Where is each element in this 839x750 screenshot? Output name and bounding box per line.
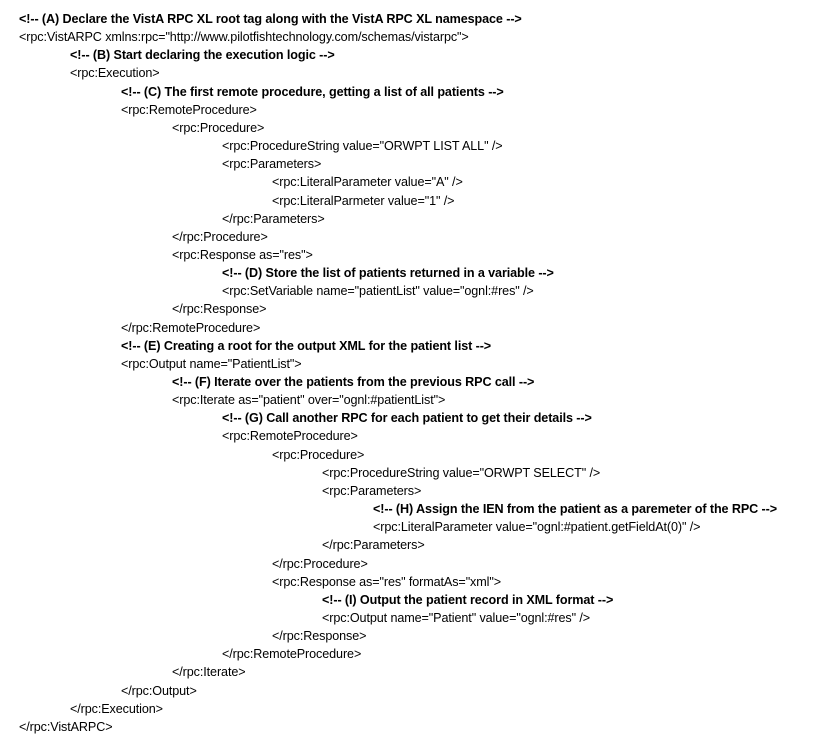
code-line: </rpc:Output> [121, 683, 197, 698]
code-line: <rpc:LiteralParmeter value="1" /> [272, 193, 455, 208]
code-comment-line: <!-- (C) The first remote procedure, getting a list of all patients --> [121, 84, 504, 99]
code-line: <rpc:Response as="res" formatAs="xml"> [272, 574, 501, 589]
code-line: <rpc:LiteralParameter value="A" /> [272, 175, 463, 190]
code-comment-line: <!-- (D) Store the list of patients returned in a variable --> [222, 266, 554, 281]
code-line: <rpc:Procedure> [172, 120, 265, 135]
code-comment-line: <!-- (H) Assign the IEN from the patient as a paremeter of the RPC --> [373, 502, 777, 517]
code-line: <rpc:Parameters> [222, 157, 322, 172]
code-line: <rpc:LiteralParameter value="ognl:#patient.getFieldAt(0)" /> [373, 520, 701, 535]
code-line: <rpc:Procedure> [272, 447, 365, 462]
code-line: <rpc:Response as="res"> [172, 247, 313, 262]
code-line: </rpc:Parameters> [322, 538, 425, 553]
code-comment-line: <!-- (B) Start declaring the execution logic --> [70, 48, 335, 63]
code-comment-line: <!-- (F) Iterate over the patients from the previous RPC call --> [172, 375, 535, 389]
code-line: </rpc:Response> [272, 629, 367, 644]
code-line: <rpc:RemoteProcedure> [222, 429, 358, 444]
code-line: </rpc:Response> [172, 302, 267, 317]
code-line: <rpc:Output name="Patient" value="ognl:#res" /> [322, 610, 591, 625]
code-comment-line: <!-- (A) Declare the VistA RPC XL root tag along with the VistA RPC XL namespace --> [19, 12, 522, 26]
code-line: </rpc:Procedure> [272, 556, 368, 571]
code-line: </rpc:Procedure> [172, 229, 268, 244]
code-line: </rpc:Execution> [70, 701, 163, 716]
code-line: <rpc:Execution> [70, 66, 160, 81]
code-comment-line: <!-- (G) Call another RPC for each patient to get their details --> [222, 411, 592, 426]
code-line: <rpc:ProcedureString value="ORWPT SELECT" /> [322, 465, 601, 480]
code-comment-line: <!-- (I) Output the patient record in XML format --> [322, 592, 614, 607]
code-line: </rpc:RemoteProcedure> [121, 320, 261, 335]
code-line: </rpc:RemoteProcedure> [222, 647, 362, 662]
code-comment-line: <!-- (E) Creating a root for the output XML for the patient list --> [121, 338, 492, 353]
code-line: <rpc:RemoteProcedure> [121, 102, 257, 117]
code-line: <rpc:VistARPC xmlns:rpc="http://www.pilotfishtechnology.com/schemas/vistarpc"> [19, 30, 469, 45]
code-line: </rpc:Parameters> [222, 211, 325, 226]
code-line: <rpc:Iterate as="patient" over="ognl:#patientList"> [172, 393, 446, 408]
code-line: <rpc:Parameters> [322, 483, 422, 498]
code-line: <rpc:ProcedureString value="ORWPT LIST ALL" /> [222, 139, 503, 154]
code-line: </rpc:Iterate> [172, 665, 246, 680]
code-line: <rpc:Output name="PatientList"> [121, 356, 302, 371]
code-line: </rpc:VistARPC> [19, 719, 113, 734]
code-line: <rpc:SetVariable name="patientList" value="ognl:#res" /> [222, 284, 534, 299]
